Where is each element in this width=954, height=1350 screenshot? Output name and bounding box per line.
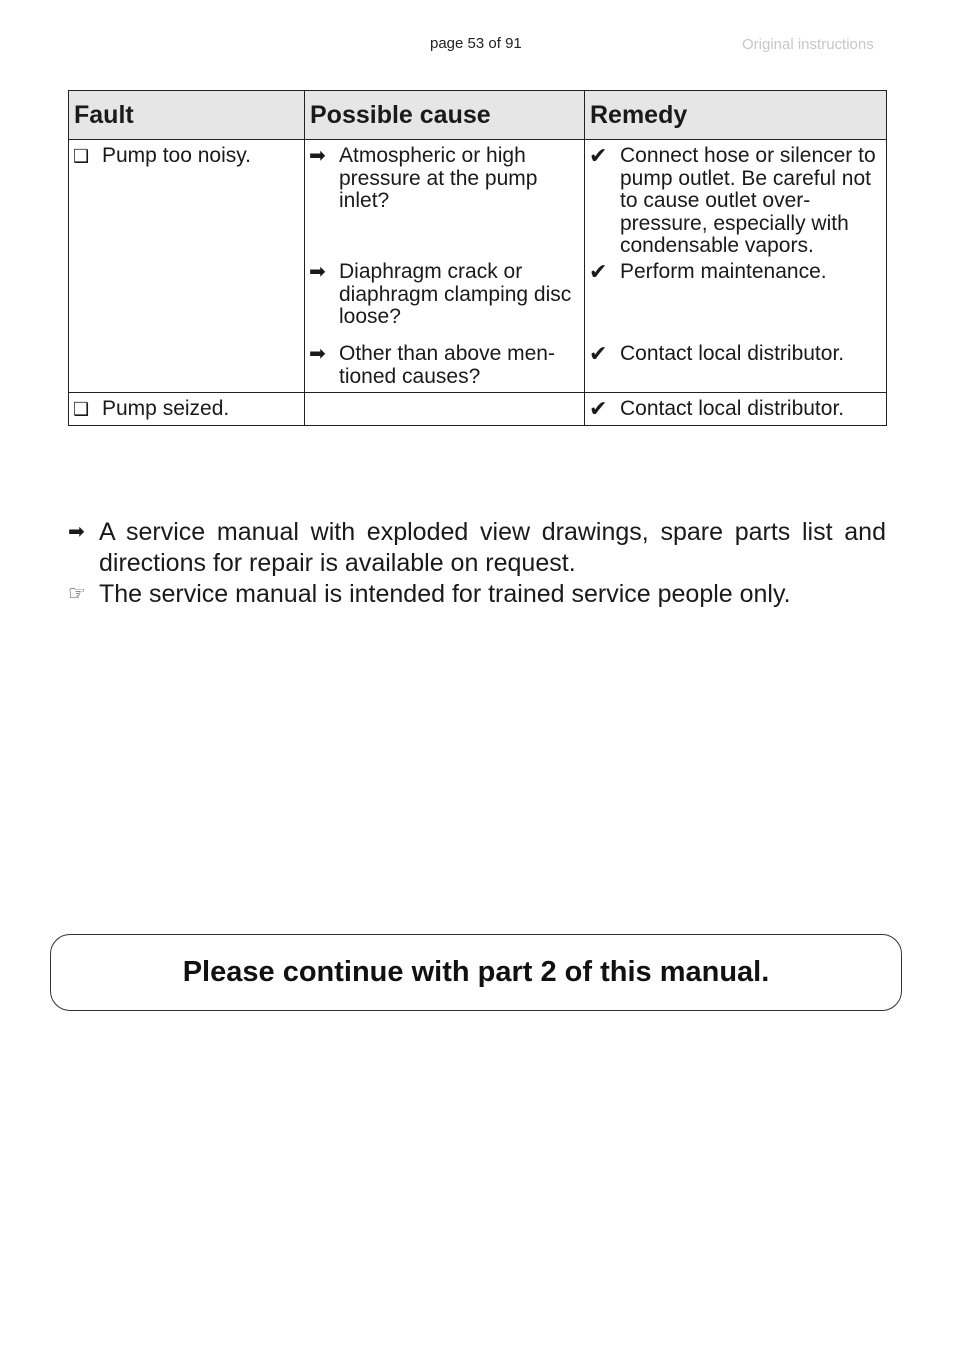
arrow-right-icon: ➡ <box>309 343 326 365</box>
check-icon: ✔ <box>589 396 608 421</box>
cause-cell <box>305 393 585 426</box>
note-item <box>68 579 886 610</box>
remedy-text: Contact local distributor. <box>620 397 845 420</box>
page-number: page 53 of 91 <box>430 35 522 52</box>
pointing-hand-icon: ☞ <box>68 583 86 605</box>
note-item <box>68 517 886 579</box>
header-fault: Fault <box>69 91 305 140</box>
remedy-item <box>589 398 882 421</box>
remedy-item <box>589 261 882 328</box>
remedy-cell <box>585 140 887 393</box>
header-remedy: Remedy <box>585 91 887 140</box>
fault-cell <box>69 140 305 393</box>
remedy-item <box>589 343 882 366</box>
table-row <box>69 393 887 426</box>
table-header-row <box>69 91 887 140</box>
service-notes <box>68 517 886 610</box>
fault-text: Pump seized. <box>102 397 230 420</box>
document-label: Original instructions <box>742 36 874 53</box>
note-text: The service manual is intended for trained service people only. <box>99 580 791 608</box>
check-icon: ✔ <box>589 341 608 366</box>
cause-text: Atmospheric or high pressure at the pump inlet? <box>339 144 538 212</box>
table-row <box>69 140 887 393</box>
header-possible-cause: Possible cause <box>305 91 585 140</box>
checkbox-icon: ❑ <box>73 146 90 166</box>
remedy-item <box>589 143 882 257</box>
fault-item <box>73 145 300 168</box>
check-icon: ✔ <box>589 259 608 284</box>
cause-item <box>309 343 580 388</box>
cause-cell <box>305 140 585 393</box>
remedy-text: Contact local distributor. <box>620 342 845 365</box>
checkbox-icon: ❑ <box>73 399 90 419</box>
cause-text: Diaphragm crack or diaphragm clamping disc loose? <box>339 260 572 328</box>
fault-text: Pump too noisy. <box>102 144 252 167</box>
arrow-right-icon: ➡ <box>309 261 326 283</box>
remedy-text: Connect hose or silencer to pump outlet. Be careful not to cause outlet over-pressure, especially with condensable vapors. <box>620 144 876 257</box>
arrow-right-icon: ➡ <box>68 521 85 543</box>
cause-text: Other than above men-tioned causes? <box>339 342 555 388</box>
continue-notice: Please continue with part 2 of this manual. <box>50 934 902 1011</box>
check-icon: ✔ <box>589 143 608 168</box>
fault-cell <box>69 393 305 426</box>
remedy-text: Perform maintenance. <box>620 260 827 283</box>
fault-item <box>73 398 300 421</box>
arrow-right-icon: ➡ <box>309 145 326 167</box>
cause-item <box>309 261 580 328</box>
note-text: A service manual with exploded view drawings, spare parts list and directions for repair is available on request. <box>99 518 886 577</box>
troubleshooting-table <box>68 90 887 426</box>
cause-item <box>309 145 580 246</box>
remedy-cell <box>585 393 887 426</box>
